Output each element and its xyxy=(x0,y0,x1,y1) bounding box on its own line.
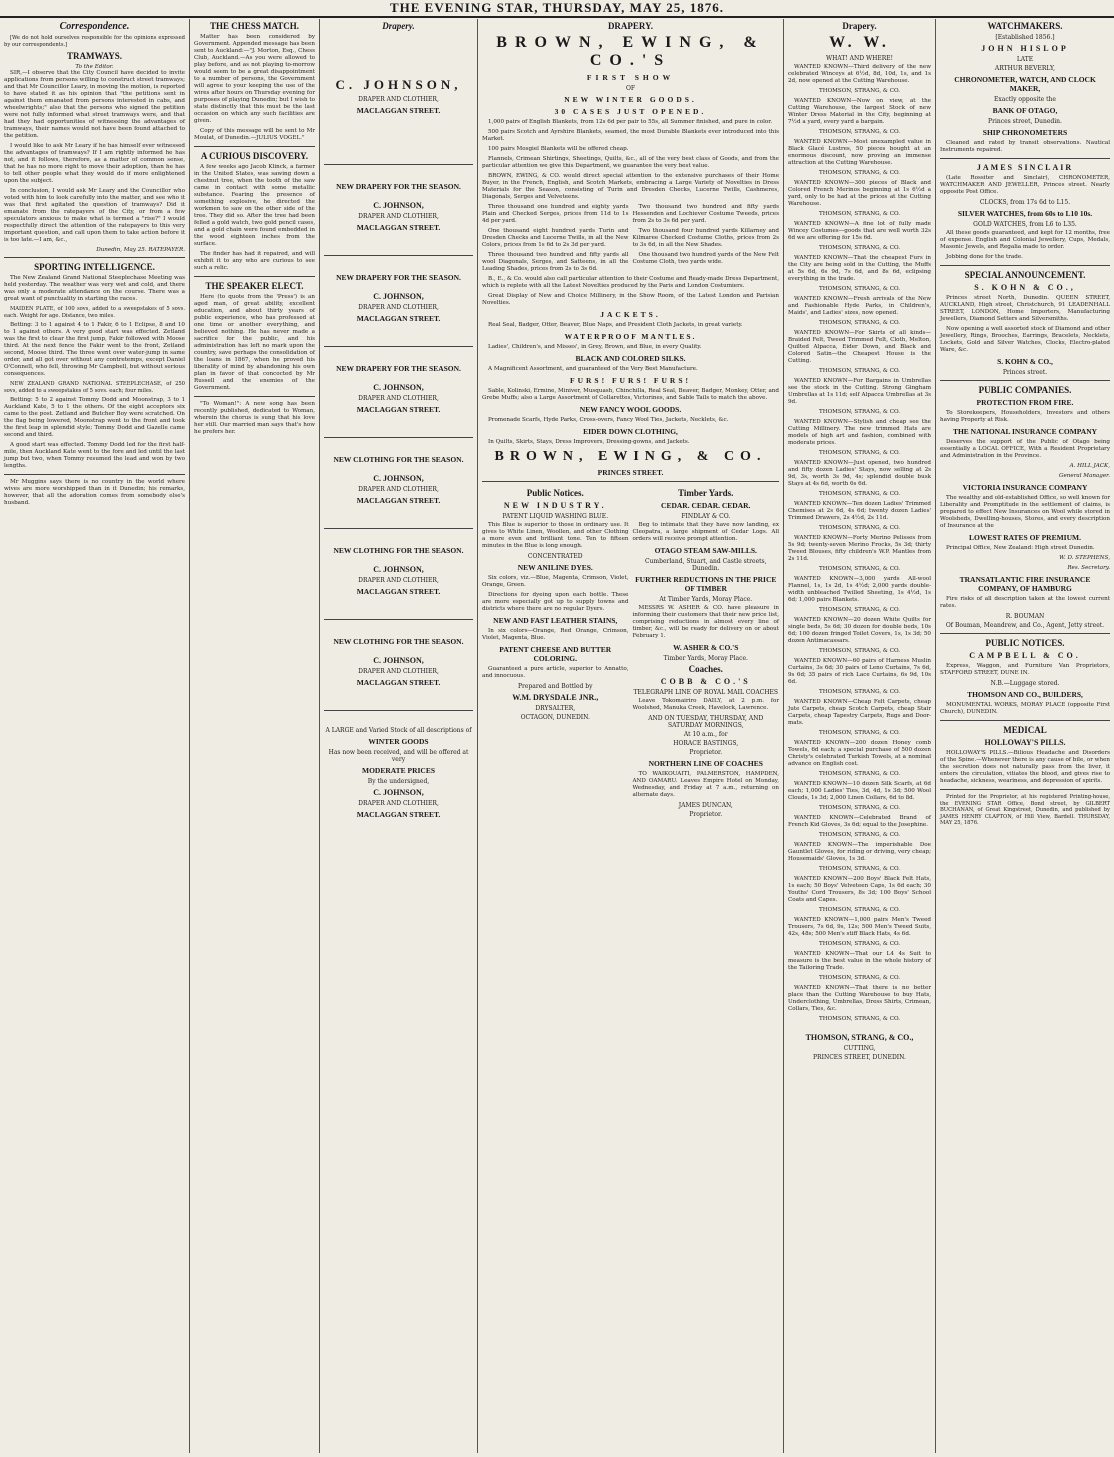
list-item: WANTED KNOWN—3,000 yards All-wool Flannel, 1s, 1s 2d, 1s 4½d; 2,000 yards double-width unbleached Twilled Sheeting, 1s 4½d, 1s 6d; 1,000 pairs Blankets. xyxy=(788,576,931,603)
divider xyxy=(4,474,185,475)
list-item: WANTED KNOWN—That our L4 4s Suit to measure is the best value in the whole history of the Tailoring Trade. xyxy=(788,951,931,971)
paragraph: Flannels, Crimean Shirtings, Sheetings, Quilts, &c., all of the very best class of Goods, and from the particular attention we give this Department, we guarantee the very best value. xyxy=(482,156,779,169)
list-item: One thousand two hundred yards of the New Felt Costume Cloth, two yards wide. xyxy=(632,252,779,265)
paragraph: A few weeks ago Jacob Klinck, a farmer in the United States, was sawing down a chestnut tree, when the tooth of the saw came in contact with some metallic substance. Fearing the presence of something explosive, he directed the workmen to saw on the other side of the tree. They did so. After the tree had been felled a gold watch, two gold pencil cases, and a gold chain were found embedded in the wood eighteen inches from the surface. xyxy=(194,164,315,247)
advert-line: CLOCKS, from 17s 6d to L15. xyxy=(979,199,1071,206)
paragraph: This Blue is superior to those in ordinary use. It gives to White Linen, Woollen, and other Clothing a more even and brilliant tone. Ten to fifteen minutes in the Blue is long enough. xyxy=(482,522,629,549)
advert-name: THOMSON, STRANG, & CO., xyxy=(805,1033,914,1042)
advert-address: Princes street, Dunedin. xyxy=(988,118,1062,125)
advert-line: A LARGE and Varied Stock of all descriptions of xyxy=(325,727,472,734)
advert-name: C. JOHNSON, xyxy=(373,474,424,483)
list-item: WANTED KNOWN—A fine lot of fully made Wincey Costumes—goods that are well worth 32s 6d we are offering for 15s 6d. xyxy=(788,221,931,241)
firm-signature: THOMSON, STRANG, & CO. xyxy=(818,805,901,811)
section-heading: Public Notices. xyxy=(526,488,584,498)
advert-line: TELEGRAPH LINE OF ROYAL MAIL COACHES xyxy=(633,689,778,696)
advert-name: TRANSATLANTIC FIRE INSURANCE COMPANY, OF HAMBURG xyxy=(959,575,1091,593)
advert-list xyxy=(324,165,473,711)
advert-line: GOLD WATCHES, from L6 to L35. xyxy=(973,221,1077,228)
advert xyxy=(324,711,473,828)
advert-line: FURTHER REDUCTIONS IN THE PRICE OF TIMBER xyxy=(635,575,777,593)
advert-name: NORTHERN LINE OF COACHES xyxy=(648,759,763,768)
advert-title: NEW CLOTHING FOR THE SEASON. xyxy=(333,637,464,646)
signature: Res. Secretary. xyxy=(1067,565,1110,571)
advert-sub: DRAPER AND CLOTHIER, xyxy=(358,577,439,584)
advert-title: NEW DRAPERY FOR THE SEASON. xyxy=(336,182,461,191)
firm-signature: THOMSON, STRANG, & CO. xyxy=(818,689,901,695)
column-watchmakers xyxy=(936,19,1114,1453)
advert xyxy=(324,347,473,438)
divider xyxy=(940,158,1110,159)
advert-name: W.M. DRYSDALE JNR., xyxy=(512,693,599,702)
sub-heading: FURS! FURS! FURS! xyxy=(570,376,691,385)
section-heading: Drapery. xyxy=(842,21,877,31)
section-heading: Coaches. xyxy=(688,664,723,674)
divider xyxy=(940,265,1110,266)
advert-line: LOWEST RATES OF PREMIUM. xyxy=(969,533,1081,542)
advert-title: NEW CLOTHING FOR THE SEASON. xyxy=(333,455,464,464)
divider xyxy=(940,633,1110,634)
firm-signature: THOMSON, STRANG, & CO. xyxy=(818,648,901,654)
firm-signature: THOMSON, STRANG, & CO. xyxy=(818,771,901,777)
sub-heading: NEW FANCY WOOL GOODS. xyxy=(579,405,682,414)
advert-line: OF xyxy=(625,85,636,92)
paragraph: Cleaned and rated by transit observations. Nautical Instruments repaired. xyxy=(940,140,1110,153)
list-item: WANTED KNOWN—That the cheapest Furs in the City are being sold in the Cutting, the Muffs at 5s 6d, 6s 9d, 7s 6d, and 8s 6d, eclipsing everything in the trade. xyxy=(788,255,931,282)
advert-line: OTAGO STEAM SAW-MILLS. xyxy=(654,546,757,555)
advert-name: THOMSON AND CO., BUILDERS, xyxy=(967,690,1083,699)
advert-name: HORACE BASTINGS, xyxy=(673,740,739,747)
advert-address: MACLAGGAN STREET. xyxy=(356,223,441,232)
list-item: WANTED KNOWN—For Bargains in Umbrellas see the stock in the Cutting. Strong Gingham Umbrellas at 1s 11d; self Alpacca Umbrellas at 3s 9d. xyxy=(788,378,931,405)
advert-line: Prepared and Bottled by xyxy=(517,683,593,690)
list-item: WANTED KNOWN—20 dozen White Quilts for single beds, 5s 6d; 30 dozen for double beds, 10s 6d; 100 dozen fringed Toilet Covers, 1s, 1s 3d; 50 dozen Antimacassars. xyxy=(788,617,931,644)
advert-name: VICTORIA INSURANCE COMPANY xyxy=(962,483,1088,492)
advert-address: Cumberland, Stuart, and Castle streets, Dunedin. xyxy=(644,558,767,572)
advert-sub: DRAPER AND CLOTHIER, xyxy=(358,96,439,103)
advert-name: C. JOHNSON, xyxy=(373,383,424,392)
firm-signature: THOMSON, STRANG, & CO. xyxy=(818,211,901,217)
paragraph: NEW ZEALAND GRAND NATIONAL STEEPLECHASE, of 250 sovs, added to a sweepstakes of 5 sovs. each; four miles. xyxy=(4,381,185,394)
advert xyxy=(324,256,473,347)
list-item: One thousand eight hundred yards Turin and Dresden Checks and Lucerne Twills, in all the New Colors, prices from 1s 6d to 2s 3d per yard. xyxy=(482,228,629,248)
section-heading: PUBLIC NOTICES. xyxy=(985,638,1065,648)
advert-address: Timber Yards, Moray Place. xyxy=(663,655,748,662)
firm-signature: THOMSON, STRANG, & CO. xyxy=(818,368,901,374)
paragraph: Deserves the support of the Public of Otago being essentially a LOCAL OFFICE, With a Resident Proprietary and Administration in the Province. xyxy=(940,439,1110,459)
advert-line: CHRONOMETER, WATCH, AND CLOCK MAKER, xyxy=(954,75,1096,93)
advert xyxy=(324,438,473,529)
firm-signature: THOMSON, STRANG, & CO. xyxy=(818,941,901,947)
advert xyxy=(788,1026,931,1069)
advert-title: NEW DRAPERY FOR THE SEASON. xyxy=(336,364,461,373)
advert-line: PROTECTION FROM FIRE. xyxy=(976,398,1074,407)
notices-two-column xyxy=(482,486,779,820)
firm-signature: THOMSON, STRANG, & CO. xyxy=(818,907,901,913)
advert-address: MACLAGGAN STREET. xyxy=(356,678,441,687)
advert-name: BROWN, EWING, & CO.'S xyxy=(496,34,765,69)
section-heading: WATCHMAKERS. xyxy=(987,21,1063,31)
paragraph: Copy of this message will be sent to Mr Moulat, of Dunedin.—JULIUS VOGEL." xyxy=(194,128,315,141)
firm-signature: THOMSON, STRANG, & CO. xyxy=(818,491,901,497)
column-news xyxy=(190,19,320,1453)
advert-line: Has now been received, and will be offered at very xyxy=(328,749,469,763)
advert-line: At Timber Yards, Moray Place. xyxy=(659,596,753,603)
advert-name: BROWN, EWING, & CO. xyxy=(494,449,767,464)
list-item: WANTED KNOWN—200 Boys' Black Felt Hats, 1s each; 50 Boys' Velveteen Caps, 1s 6d each; 30 Youths' Cord Trousers, 8s 3d; 100 Boys' School Coats and Capes. xyxy=(788,876,931,903)
advert-name: THE NATIONAL INSURANCE COMPANY xyxy=(952,427,1098,436)
editor-note: [We do not hold ourselves responsible for the opinions expressed by our correspondents.] xyxy=(4,35,185,48)
wanted-list xyxy=(788,64,931,1022)
section-heading: SPECIAL ANNOUNCEMENT. xyxy=(964,270,1086,280)
firm-signature: THOMSON, STRANG, & CO. xyxy=(818,975,901,981)
advert-name: W. ASHER & CO.'S xyxy=(673,643,739,652)
list-item: WANTED KNOWN—200 dozen Honey comb Towels, 6d each; a special purchase of 500 dozen Christy's celebrated Turkish Towels, at a nominal advance on English cost. xyxy=(788,740,931,767)
advert-brown-ewing xyxy=(482,34,779,116)
advert-name: C. JOHNSON, xyxy=(335,77,462,92)
list-item: WANTED KNOWN—Now on view, at the Cutting Warehouse, the largest Stock of new Winter Dress Material in the City, beginning at 7½d a yard, every yard a bargain. xyxy=(788,98,931,125)
article-title: SPORTING INTELLIGENCE. xyxy=(34,262,155,272)
paragraph: MONUMENTAL WORKS, MORAY PLACE (opposite First Church), DUNEDIN. xyxy=(940,702,1110,715)
advert-line: BANK OF OTAGO, xyxy=(992,106,1058,115)
advert-line: SHIP CHRONOMETERS xyxy=(982,128,1068,137)
paragraph: 500 pairs Scotch and Ayrshire Blankets, seamed, the most Durable Blankets ever introduced into this Market. xyxy=(482,129,779,142)
list-item: WANTED KNOWN—That there is no better place than the Cutting Warehouse to buy Hats, Underclothing, Umbrellas, Dress Shirts, Crimean, Collars, Ties, &c. xyxy=(788,985,931,1012)
advert xyxy=(324,165,473,256)
paragraph: Here (to quote from the 'Press') is an aged man, of great ability, excellent education, and about thirty years of public experience, who has professed at one time or another everything, and believed nothing. He has never made a sacrifice for the public, and his administration has left no mark upon the country, save perhaps the consolidation of the loans in 1867, when he proved his liberality of mind by abandoning his own plan in favor of that concocted by Mr Russell and the enemies of the Government. xyxy=(194,294,315,391)
advert-name: C. JOHNSON, xyxy=(373,292,424,301)
column-thomson-strang xyxy=(784,19,936,1453)
paragraph: Six colors, viz.—Blue, Magenta, Crimson, Violet, Orange, Green. xyxy=(482,575,629,588)
divider xyxy=(194,396,315,397)
firm-signature: THOMSON, STRANG, & CO. xyxy=(818,525,901,531)
advert-line: Proprietor. xyxy=(689,811,723,818)
firm-signature: THOMSON, STRANG, & CO. xyxy=(818,607,901,613)
advert xyxy=(324,529,473,620)
list-item: WANTED KNOWN—Fresh arrivals of the New and Fashionable Hyde Parks, in Children's, Maids', and Ladies' sizes, now opened. xyxy=(788,296,931,316)
advert-name: COBB & CO.'S xyxy=(660,677,751,686)
advert-line: By the undersigned, xyxy=(367,778,430,785)
list-item: Two thousand four hundred yards Killarney and Kilmaree Checked Costume Cloths, prices from 2s to 3s 6d, in all the New Shades. xyxy=(632,228,779,248)
list-item: WANTED KNOWN—10 dozen Silk Scarfs, at 6d each; 1,000 Ladies' Ties, 3d, 4d, 1s 3d; 500 Wool Clouds, 1s 3d; 2,000 Linen Collars, 6d to 8d. xyxy=(788,781,931,801)
advert-title: NEW DRAPERY FOR THE SEASON. xyxy=(336,273,461,282)
paragraph: SIR,—I observe that the City Council have decided to invite applications from persons willing to construct street tramways; and that Mr Councillor Leary, in moving the motion, is reported to have stated it as his opinion that "the petitions sent in against them emanated from persons interested in cabs, and wheelwrights;" also that the persons who signed the petition were not fully informed what street tramways were, and that had they had opportunities of witnessing the advantages of tramways, their names would not have been found attached to the petition. xyxy=(4,70,185,139)
advert-name: HOLLOWAY'S PILLS. xyxy=(984,738,1066,747)
signature: A. HILL JACK, xyxy=(1069,463,1110,469)
advert-address: PRINCES STREET, DUNEDIN. xyxy=(813,1054,906,1061)
advert-sub: DRAPER AND CLOTHIER, xyxy=(358,668,439,675)
advert-line: SILVER WATCHES, from 60s to L10 10s. xyxy=(957,209,1093,218)
paragraph: Leave Tokomairiro DAILY, at 2 p.m. for Woolshed, Manuka Creek, Havelock, Lawrence. xyxy=(632,698,779,711)
divider xyxy=(194,146,315,147)
advert-line: AND ON TUESDAY, THURSDAY, AND SATURDAY MORNINGS, xyxy=(648,715,764,729)
paragraph: BROWN, EWING, & CO. would direct special attention to the extensive purchases of their Home Buyer, in the French, English, and Scotch Markets, embracing a Large Variety of Novelties in Dress Materials for the Season, consisting of Turin and Dresden Checks, Lucerne Twills, Cashmeres, Diagonals, Serges and Velveteens. xyxy=(482,173,779,200)
sub-heading: WATERPROOF MANTLES. xyxy=(564,332,697,341)
paragraph: In Quilts, Skirts, Stays, Dress Improvers, Dressing-gowns, and Jackets. xyxy=(488,439,690,445)
list-item: WANTED KNOWN—Celebrated Brand of French Kid Gloves, 3s 6d; equal to the Josephine. xyxy=(788,815,931,828)
paragraph: Mr Muggins says there is no country in the world where wives are more worshipped than in it Dunedin; his remarks, however, that all the adoration comes from somebody else's husband. xyxy=(4,479,185,506)
advert xyxy=(324,620,473,711)
advert-sub: DRAPER AND CLOTHIER, xyxy=(358,395,439,402)
advert-address: MACLAGGAN STREET. xyxy=(356,106,441,115)
paragraph: Beg to intimate that they have now landing, ex Cleopatra, a large shipment of Cedar Logs. All orders will receive prompt attention. xyxy=(632,522,779,542)
paragraph: Promenade Scarfs, Hyde Parks, Cross-overs, Fancy Wool Ties, Jackets, Necklets, &c. xyxy=(488,417,729,423)
advert-line: ARTHUR BEVERLY, xyxy=(994,65,1056,72)
section-heading: Correspondence. xyxy=(59,21,130,32)
firm-signature: THOMSON, STRANG, & CO. xyxy=(818,450,901,456)
two-column-list xyxy=(482,204,779,276)
section-heading: PUBLIC COMPANIES. xyxy=(978,385,1072,395)
paragraph: Sable, Kolinski, Ermine, Miniver, Musquash, Chinchilla, Real Seal, Beaver, Badger, Monkey, Otter, and Grebe Muffs; also a Large Assortment of Collarettes, Victorines, and Sable Tails to match the above. xyxy=(482,388,779,401)
paragraph: A Magnificent Assortment, and guaranteed of the Very Best Manufacture. xyxy=(488,366,698,372)
paragraph: Real Seal, Badger, Otter, Beaver, Blue Naps, and President Cloth Jackets, in great variety. xyxy=(488,322,743,328)
divider xyxy=(4,257,185,258)
advert-name: S. KOHN & CO., xyxy=(997,357,1053,366)
column-drapery-johnson xyxy=(320,19,478,1453)
section-heading: MEDICAL xyxy=(1003,725,1047,735)
divider xyxy=(482,481,779,482)
divider xyxy=(940,720,1110,721)
firm-signature: THOMSON, STRANG, & CO. xyxy=(818,409,901,415)
firm-signature: THOMSON, STRANG, & CO. xyxy=(818,730,901,736)
paragraph: B., E., & Co. would also call particular attention to their Costume and Ready-made Dress Department, which is replete with all the Latest Novelties produced by the Paris and London Costumiers. xyxy=(482,276,779,289)
firm-signature: THOMSON, STRANG, & CO. xyxy=(818,88,901,94)
advert-line: Exactly opposite the xyxy=(994,96,1056,103)
paragraph: Princes street North, Dunedin. QUEEN STREET, AUCKLAND, High street, Christchurch, 91 LEADENHALL STREET, LONDON, Home Importers, Manufacturing Jewellers, Diamond Setters and Silversmiths. xyxy=(940,295,1110,322)
paragraph: All these goods guaranteed, and kept for 12 months, free of expense. English and Colonial Jewellery, Cups, Medals, Masonic Jewels, and Regalia made to order. xyxy=(940,230,1110,250)
sub-heading: BLACK AND COLORED SILKS. xyxy=(575,354,686,363)
sub-heading: EIDER DOWN CLOTHING, xyxy=(583,427,678,436)
firm-signature: THOMSON, STRANG, & CO. xyxy=(818,320,901,326)
advert xyxy=(324,34,473,165)
advert-title: NEW CLOTHING FOR THE SEASON. xyxy=(333,546,464,555)
advert-name: CEDAR. CEDAR. CEDAR. xyxy=(661,501,751,510)
paragraph: HOLLOWAY'S PILLS.—Bilious Headache and Disorders of the Spine.—Whenever there is any cause of bile, or when the secretion does not naturally pass from the liver, it enters the circulation, vitiates the blood, and gives rise to headache, sickness, weariness, and depression of spirits. xyxy=(940,750,1110,784)
paragraph: In six colors—Orange, Red Orange, Crimson, Violet, Magenta, Blue. xyxy=(482,628,629,641)
advert-line: NEW ANILINE DYES. xyxy=(517,563,593,572)
advert-line: WHAT! AND WHERE! xyxy=(825,55,894,62)
section-heading: Timber Yards. xyxy=(678,488,734,498)
advert-name: W. W. xyxy=(829,34,890,51)
paragraph: 1,000 pairs of English Blankets, from 12s 6d per pair to 55s, all Summer finished, and pure in color. xyxy=(488,119,773,125)
paragraph: 100 pairs Mosgiel Blankets will be offered cheap. xyxy=(488,146,629,152)
divider xyxy=(940,380,1110,381)
advert-line: DRAPER AND CLOTHIER, xyxy=(358,800,439,807)
advert-address: MACLAGGAN STREET. xyxy=(356,587,441,596)
firm-signature: THOMSON, STRANG, & CO. xyxy=(818,170,901,176)
divider xyxy=(940,789,1110,790)
list-item: WANTED KNOWN—1,000 pairs Men's Tweed Trousers, 7s 6d, 9s, 12s; 500 Men's Tweed Suits, 42s, 48s; 500 Men's stiff Black Hats, 4s 6d. xyxy=(788,917,931,937)
advert-line: FINDLAY & CO. xyxy=(681,513,731,520)
advert-address: PRINCES STREET. xyxy=(597,468,664,477)
divider xyxy=(194,276,315,277)
advert-sub: DRAPER AND CLOTHIER, xyxy=(358,304,439,311)
advert-line: N.B.—Luggage stored. xyxy=(990,680,1060,687)
list-item: WANTED KNOWN—For Skirts of all kinds—Braided Felt, Tweed Trimmed Felt, Cloth, Melton, Quilted Alpacca, Eider Down, and Black and Colored Satin—the Cheapest House is the Cutting. xyxy=(788,330,931,364)
advert-line: [Established 1856.] xyxy=(995,34,1055,41)
paragraph: MESSRS W. ASHER & CO. have pleasure in informing their customers that their new price list, comprising reductions in almost every line of timber, &c., will be ready for delivery on or about February 1. xyxy=(632,605,779,639)
paragraph: Principal Office, New Zealand: High street Dunedin. xyxy=(946,545,1095,551)
signature: Dunedin, May 25. RATEPAYER. xyxy=(96,247,185,253)
paragraph: Directions for dyeing upon each bottle. These are more especially got up to supply towns and districts where there are no regular Dyers. xyxy=(482,592,629,612)
firm-signature: THOMSON, STRANG, & CO. xyxy=(818,1016,901,1022)
advert-line: DRYSALTER, xyxy=(535,705,576,712)
signature: General Manager. xyxy=(1059,473,1110,479)
advert-address: MACLAGGAN STREET. xyxy=(356,405,441,414)
list-item: WANTED KNOWN—Third delivery of the new celebrated Winceys at 6½d, 8d, 10d, 1s, and 1s 2d, now opened at the Cutting Warehouse. xyxy=(788,64,931,84)
advert-line: MODERATE PRICES xyxy=(362,766,435,775)
paragraph: MAIDEN PLATE, of 100 sovs, added to a sweepstakes of 5 sovs. each. Weight for age. Distance, two miles. xyxy=(4,306,185,319)
list-item: Three thousand two hundred and fifty yards all wool Diagonals, Serges, and Satteens, in all the Leading Shades, prices from 2s to 3s 6d. xyxy=(482,252,629,272)
paragraph: The New Zealand Grand National Steeplechase Meeting was held yesterday. The weather was very wet and cold, and there was only a moderate attendance on the course. There was a great want of punctuality in starting the races. xyxy=(4,275,185,302)
paragraph: The wealthy and old-established Office, so well known for Liberality and Promptitude in the settlement of claims, is prepared to effect New Insurances on Wool while stored in Woolsheds, Dwelling-houses, Stores, and every description of Insurance at the xyxy=(940,495,1110,529)
paragraph: Ladies', Children's, and Misses', in Grey, Brown, and Blue, in every Quality. xyxy=(488,344,702,350)
advert-name: JAMES SINCLAIR xyxy=(976,163,1074,172)
imprint: Printed for the Proprietor, at his registered Printing-house, the EVENING STAR Office, Bond street, by GILBERT BUCHANAN, of Great Kingstreet, Dunedin, and published by JAMES HENRY CLAPTON, of Hill View, Bardell. THURSDAY, MAY 25, 1876. xyxy=(940,794,1110,826)
advert-line: PATENT LIQUID WASHING BLUE. xyxy=(502,513,609,520)
advert-name: C. JOHNSON, xyxy=(373,201,424,210)
firm-signature: THOMSON, STRANG, & CO. xyxy=(818,832,901,838)
advert-name: JAMES DUNCAN, xyxy=(678,802,733,809)
advert-line: LATE xyxy=(1016,56,1034,63)
paragraph: Now opening a well assorted stock of Diamond and other Jewellery, Rings, Brooches, Earrings, Bracelets, Necklets, Lockets, Gold and Silver Watches, Clocks, Electro-plated Ware, &c. xyxy=(940,326,1110,353)
signature: W. D. STEPHENS, xyxy=(1059,555,1110,561)
advert-name: CAMPBELL & CO. xyxy=(969,651,1081,660)
advert-name: C. JOHNSON, xyxy=(373,565,424,574)
section-heading: DRAPERY. xyxy=(607,21,654,31)
advert-address: OCTAGON, DUNEDIN. xyxy=(520,714,590,721)
firm-signature: THOMSON, STRANG, & CO. xyxy=(818,129,901,135)
list-item: WANTED KNOWN—300 pieces of Black and Colored French Merinos beginning at 1s 6½d a yard, only to be had at the prices at the Cutting Warehouse. xyxy=(788,180,931,207)
advert-name: NEW INDUSTRY. xyxy=(503,501,607,510)
advert-line: C. JOHNSON, xyxy=(373,788,424,797)
advert-name: C. JOHNSON, xyxy=(373,656,424,665)
article-title: TRAMWAYS. xyxy=(67,51,122,61)
paragraph: The finder has had it repaired, and will exhibit it to any who are curious to see such a relic. xyxy=(194,251,315,271)
paragraph: Betting: 3 to 1 against 4 to 1 Fakir, 6 to 1 Eclipse, 8 and 10 to 1 against others. A very good start was effected. Zetland was the first to clear the first jump, Fakir followed with Moose third. At the next fence the Fakir went to the front, Zetland second, Moose third. The three went over water-jump in same order, and all got over without any contretemps, except Daniel O'Connell, who fell, throwing Mr Campbell, but without serious consequences. xyxy=(4,322,185,377)
advert-line: Of Bouman, Meandrew, and Co., Agent, Jetty street. xyxy=(945,622,1105,629)
advert-line: NEW WINTER GOODS. xyxy=(564,95,697,104)
firm-signature: THOMSON, STRANG, & CO. xyxy=(818,566,901,572)
advert-line: Proprietor. xyxy=(689,749,723,756)
paragraph: In conclusion, I would ask Mr Leary and the Councillor who voted with him to look carefully into the matter, and see who it was that first agitated the question of tramways? Did it emanate from the ratepayers of the City, or from a few speculators anxious to make what is termed a "rise?" I would respectfully direct the attention of the ratepayers to this very important question, and call upon them to take action before it is too late.—I am, &c., xyxy=(4,188,185,243)
list-item: Three thousand one hundred and eighty yards Plain and Checked Serges, prices from 11d to 1s 4d per yard. xyxy=(482,204,629,224)
list-item: WANTED KNOWN—Just opened, two hundred and fifty dozen Ladies' Stays, now selling at 2s 9d, 3s, worth 3s 9d, 4s; splendid double busk Stays at 4s 6d, worth 6s 6d. xyxy=(788,460,931,487)
advert-line: PATENT CHEESE AND BUTTER COLORING. xyxy=(499,645,612,663)
article-title: THE SPEAKER ELECT. xyxy=(205,281,304,291)
column-drapery-brown-ewing xyxy=(478,19,784,1453)
list-item: Two thousand two hundred and fifty yards Hessenden and Lochiever Costume Tweeds, prices from 2s to 3s 6d per yard. xyxy=(632,204,779,224)
paragraph: Great Display of New and Choice Millinery, in the Show Room, of the Latest London and Parisian Novelties. xyxy=(482,293,779,306)
list-item: WANTED KNOWN—Stylish and cheap see the Cutting Millinery. The new trimmed Hats are models of high art and fashion, combined with moderate prices. xyxy=(788,419,931,446)
masthead: THE EVENING STAR, THURSDAY, MAY 25, 1876. xyxy=(0,0,1114,18)
firm-signature: THOMSON, STRANG, & CO. xyxy=(818,866,901,872)
advert-name: R. BOUMAN xyxy=(1005,613,1045,620)
advert-name: JOHN HISLOP xyxy=(981,44,1069,53)
advert-line: CONCENTRATED xyxy=(527,553,583,560)
paragraph: Fire risks of all description taken at the lowest current rates. xyxy=(940,596,1110,609)
paragraph: "To Woman!": A new song has been recently published, dedicated to Woman, wherein the chorus is sung that his love her still. Our married man says that's how he prefers her. xyxy=(194,401,315,435)
advert-line: 30 CASES JUST OPENED. xyxy=(554,107,707,116)
salutation: To the Editor. xyxy=(75,64,114,70)
article-title: A CURIOUS DISCOVERY. xyxy=(200,151,309,161)
paragraph: To Storekeepers, Householders, Investors and others having Property at Risk. xyxy=(940,410,1110,423)
advert-name: S. KOHN & CO., xyxy=(974,283,1076,292)
advert-line: At 10 a.m., for xyxy=(683,731,728,738)
paragraph: A good start was effected. Tommy Dodd led for the first half-mile, then Auckland Kate went to the fore and led until the last jump but two, when Tommy resumed the lead and won by two lengths. xyxy=(4,442,185,469)
advert-address: Princes street. xyxy=(1002,369,1048,376)
paragraph: Betting: 5 to 2 against Tommy Dodd and Moonstrap, 3 to 1 Auckland Kate, 5 to 1 the others. Of the eight acceptors six came to the post. Zetland and Butcher Boy were scratched. On the flag being lowered, Moonstrap went to the front and took the first leap in splendid style; Tommy Dodd and Gazelle came second and third. xyxy=(4,397,185,438)
advert-line: FIRST SHOW xyxy=(586,73,675,82)
paragraph: TO WAIKOUAITI, PALMERSTON, HAMPDEN, AND OAMARU. Leaves Empire Hotel on Monday, Wednesday, and Friday at 7 a.m., returning on alternate days. xyxy=(632,771,779,798)
advert-line: CUTTING, xyxy=(843,1045,876,1052)
advert-line: MACLAGGAN STREET. xyxy=(356,810,441,819)
advert-address: MACLAGGAN STREET. xyxy=(356,496,441,505)
advert-sub: DRAPER AND CLOTHIER, xyxy=(358,486,439,493)
advert-line: NEW AND FAST LEATHER STAINS, xyxy=(493,616,618,625)
list-item: WANTED KNOWN—Most unexampled value in Black Glacé Lustres, 50 pieces bought at an enormous discount, now proving an immense attraction at the Cutting Warehouse. xyxy=(788,139,931,166)
list-item: WANTED KNOWN—Ten dozen Ladies' Trimmed Chemises at 2s 6d, 4s 6d; twenty dozen Ladies' Trimmed Drawers, 2s 4½d, 2s 11d. xyxy=(788,501,931,521)
firm-signature: THOMSON, STRANG, & CO. xyxy=(818,286,901,292)
paragraph: (Late Rossiter and Sinclair), CHRONOMETER, WATCHMAKER AND JEWELLER, Princes street. Nearly opposite Post Office. xyxy=(940,175,1110,195)
advert-line: WINTER GOODS xyxy=(368,737,429,746)
paragraph: I would like to ask Mr Leary if he has himself ever witnessed the advantages of tramways? If I am rightly informed he has not, and it follows, therefore, as a matter of common sense, that he has no more right to move their adoption, than he has to tell other people what they would do if more enlightened upon the subject. xyxy=(4,143,185,184)
list-item: WANTED KNOWN—60 pairs of Harness Muslin Curtains, 3s 6d; 30 pairs of Leno Curtains, 7s 6d, 9s 6d; 35 pairs of rich Lace Curtains, 6s 9d, 10s 6d. xyxy=(788,658,931,685)
sub-heading: JACKETS. xyxy=(600,310,661,319)
list-item: WANTED KNOWN—The imperishable Doe Gauntlet Gloves, for riding or driving, very cheap; Housemaids' Gloves, 1s 3d. xyxy=(788,842,931,862)
firm-signature: THOMSON, STRANG, & CO. xyxy=(818,245,901,251)
article-title: THE CHESS MATCH. xyxy=(209,21,300,31)
paragraph: Express, Waggon, and Furniture Van Proprietors, STAFFORD STREET, DUNE IN. xyxy=(940,663,1110,676)
section-heading: Drapery. xyxy=(382,21,415,31)
column-correspondence xyxy=(0,19,190,1453)
list-item: WANTED KNOWN—Cheap Felt Carpets, cheap Jute Carpets, cheap Scotch Carpets, cheap Stair Carpets, cheap Tapestry Carpets, Rugs and Door-mats. xyxy=(788,699,931,726)
advert-sub: DRAPER AND CLOTHIER, xyxy=(358,213,439,220)
paragraph: Jobbing done for the trade. xyxy=(946,254,1023,260)
list-item: WANTED KNOWN—Forty Merino Pelisses from 5s 9d; twenty-seven Merino Frocks, 5s 3d; thirty Tweed Blouses, fifty children's W.P. Mantles from 2s 11d. xyxy=(788,535,931,562)
paragraph: Matter has been considered by Government. Appended message has been sent to Auckland:—"J. Morton, Esq., Chess Club, Auckland.—As you were allowed to play before, and as not playing to-morrow would seem to be a great disappointment to a number of persons, the Government will agree to your keeping the use of the wires after hours on Thursday evening for purposes of playing Dunedin; but I wish to state distinctly that this must be the last occasion on which any such facilities are given. xyxy=(194,34,315,124)
advert-address: MACLAGGAN STREET. xyxy=(356,314,441,323)
paragraph: Guaranteed a pure article, superior to Annatto, and innocuous. xyxy=(482,666,629,679)
